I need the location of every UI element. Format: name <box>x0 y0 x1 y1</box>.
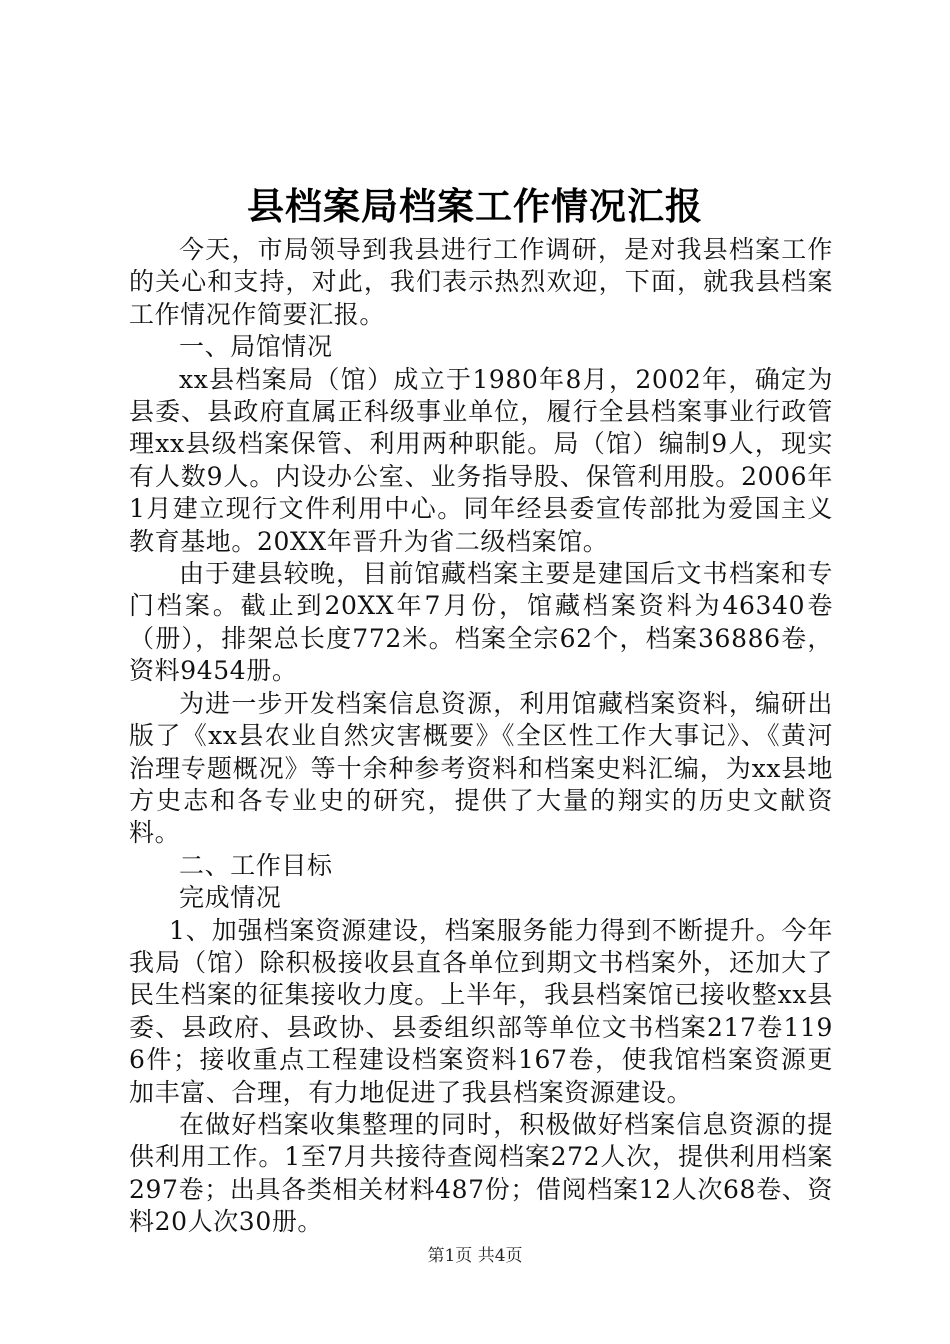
paragraph-utilization: 在做好档案收集整理的同时，积极做好档案信息资源的提供利用工作。1至7月共接待查阅档案272人次，提供利用档案297卷；出具各类相关材料487份；借阅档案12人次68卷、资料20人次30册。 <box>129 1109 833 1237</box>
section-heading-1: 一、局馆情况 <box>179 332 333 362</box>
subheading-completion: 完成情况 <box>179 883 282 913</box>
paragraph-collection: 由于建县较晚，目前馆藏档案主要是建国后文书档案和专门档案。截止到20XX年7月份，馆藏档案资料为46340卷（册），排架总长度772米。档案全宗62个，档案36886卷，资料9454册。 <box>129 559 833 686</box>
paragraph-compilation: 为进一步开发档案信息资源，利用馆藏档案资料，编研出版了《xx县农业自然灾害概要》《全区性工作大事记》、《黄河治理专题概况》等十余种参考资料和档案史料汇编，为xx县地方史志和各专业史的研究，提供了大量的翔实的历史文献资料。 <box>129 688 833 848</box>
page-number-footer: 第1页 共4页 <box>427 1246 523 1266</box>
paragraph-resource-building: 1、加强档案资源建设，档案服务能力得到不断提升。今年我局（馆）除积极接收县直各单位到期文书档案外，还加大了民生档案的征集接收力度。上半年，我县档案馆已接收整xx县委、县政府、县政协、县委组织部等单位文书档案217卷1196件；接收重点工程建设档案资料167卷，使我馆档案资源更加丰富、合理，有力地促进了我县档案资源建设。 <box>129 915 833 1107</box>
document-title: 县档案局档案工作情况汇报 <box>247 185 703 228</box>
paragraph-intro: 今天，市局领导到我县进行工作调研，是对我县档案工作的关心和支持，对此，我们表示热烈欢迎，下面，就我县档案工作情况作简要汇报。 <box>129 235 833 329</box>
section-heading-2: 二、工作目标 <box>179 850 333 880</box>
paragraph-bureau-info: xx县档案局（馆）成立于1980年8月，2002年，确定为县委、县政府直属正科级事业单位，履行全县档案事业行政管理xx县级档案保管、利用两种职能。局（馆）编制9人，现实有人数9人。内设办公室、业务指导股、保管利用股。2006年1月建立现行文件利用中心。同年经县委宣传部批为爱国主义教育基地。20XX年晋升为省二级档案馆。 <box>129 364 833 556</box>
document-body <box>129 234 833 1239</box>
